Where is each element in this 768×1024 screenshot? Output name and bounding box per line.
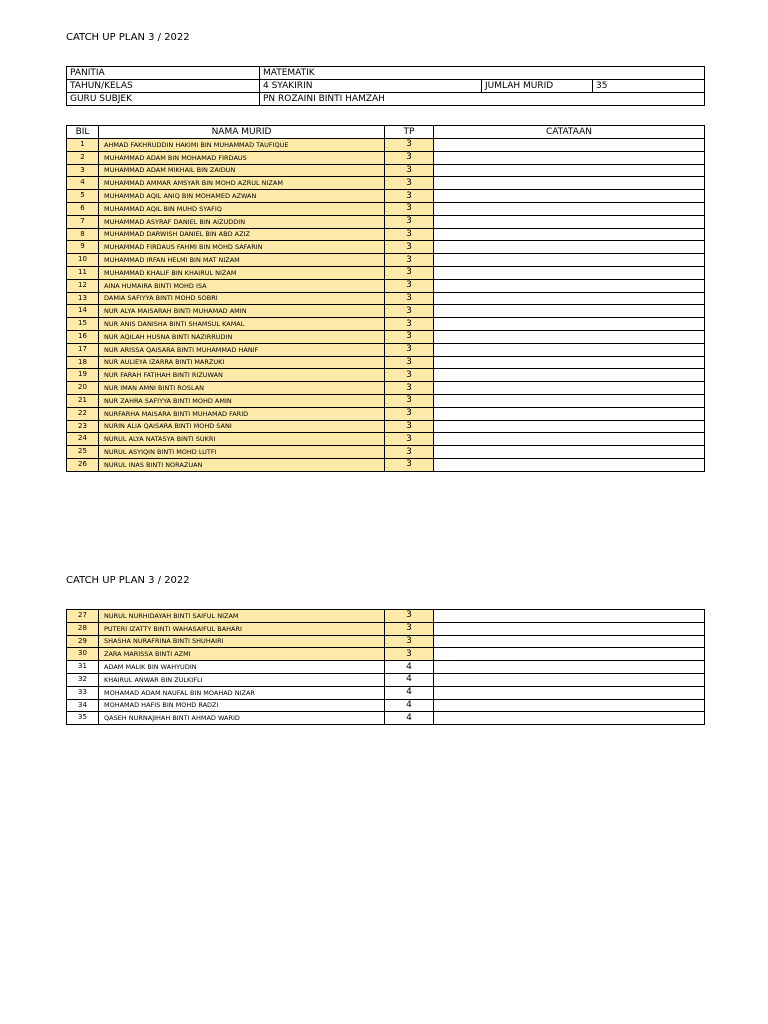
student-name: MUHAMMAD ADAM MIKHAIL BIN ZAIDUN bbox=[99, 164, 385, 177]
student-name: QASEH NURNAJIHAH BINTI AHMAD WARID bbox=[99, 712, 385, 725]
student-bil: 21 bbox=[67, 394, 99, 407]
table-row bbox=[67, 241, 705, 254]
student-bil: 3 bbox=[67, 164, 99, 177]
student-catatan bbox=[434, 712, 705, 725]
student-name: NUR AQILAH HUSNA BINTI NAZIRRUDIN bbox=[99, 330, 385, 343]
student-tp: 3 bbox=[385, 164, 434, 177]
header-tp: TP bbox=[385, 126, 434, 139]
student-bil: 35 bbox=[67, 712, 99, 725]
student-catatan bbox=[434, 382, 705, 395]
table-row bbox=[67, 686, 705, 699]
student-bil: 18 bbox=[67, 356, 99, 369]
student-name: NUR ZAHRA SAFIYYA BINTI MOHD AMIN bbox=[99, 394, 385, 407]
student-catatan bbox=[434, 648, 705, 661]
table-row bbox=[67, 202, 705, 215]
student-name: SHASHA NURAFRINA BINTI SHUHAIRI bbox=[99, 635, 385, 648]
student-catatan bbox=[434, 420, 705, 433]
student-tp: 3 bbox=[385, 190, 434, 203]
student-bil: 2 bbox=[67, 151, 99, 164]
student-name: MUHAMMAD ASYRAF DANIEL BIN AIZUDDIN bbox=[99, 215, 385, 228]
student-bil: 5 bbox=[67, 190, 99, 203]
student-tp: 4 bbox=[385, 712, 434, 725]
student-bil: 29 bbox=[67, 635, 99, 648]
student-tp: 3 bbox=[385, 356, 434, 369]
student-name: MOHAMAD ADAM NAUFAL BIN MOAHAD NIZAR bbox=[99, 686, 385, 699]
student-tp: 3 bbox=[385, 139, 434, 152]
student-tp: 3 bbox=[385, 254, 434, 267]
table-row bbox=[67, 356, 705, 369]
student-catatan bbox=[434, 292, 705, 305]
student-bil: 17 bbox=[67, 343, 99, 356]
table-row bbox=[67, 318, 705, 331]
student-tp: 3 bbox=[385, 241, 434, 254]
student-bil: 14 bbox=[67, 305, 99, 318]
info-table bbox=[66, 66, 705, 106]
student-tp: 3 bbox=[385, 446, 434, 459]
table-row bbox=[67, 382, 705, 395]
table-row bbox=[67, 394, 705, 407]
table-row bbox=[67, 369, 705, 382]
student-catatan bbox=[434, 305, 705, 318]
student-catatan bbox=[434, 279, 705, 292]
student-catatan bbox=[434, 446, 705, 459]
table-row bbox=[67, 673, 705, 686]
student-catatan bbox=[434, 394, 705, 407]
student-tp: 3 bbox=[385, 266, 434, 279]
student-catatan bbox=[434, 699, 705, 712]
student-tp: 3 bbox=[385, 458, 434, 471]
student-tp: 3 bbox=[385, 292, 434, 305]
student-catatan bbox=[434, 228, 705, 241]
student-table-body bbox=[67, 139, 705, 472]
table-row bbox=[67, 648, 705, 661]
student-bil: 28 bbox=[67, 622, 99, 635]
table-row bbox=[67, 177, 705, 190]
student-catatan bbox=[434, 254, 705, 267]
guru-value: PN ROZAINI BINTI HAMZAH bbox=[260, 93, 705, 106]
student-catatan bbox=[434, 369, 705, 382]
student-bil: 27 bbox=[67, 610, 99, 623]
student-tp: 3 bbox=[385, 279, 434, 292]
student-tp: 4 bbox=[385, 661, 434, 674]
page-title-continued: CATCH UP PLAN 3 / 2022 bbox=[66, 575, 190, 586]
student-bil: 32 bbox=[67, 673, 99, 686]
info-row-panitia bbox=[67, 67, 705, 80]
student-tp: 3 bbox=[385, 420, 434, 433]
student-name: NURUL NURHIDAYAH BINTI SAIFUL NIZAM bbox=[99, 610, 385, 623]
student-tp: 3 bbox=[385, 433, 434, 446]
table-row bbox=[67, 139, 705, 152]
student-table bbox=[66, 125, 705, 472]
student-name: NUR FARAH FATIHAH BINTI RIZUWAN bbox=[99, 369, 385, 382]
student-catatan bbox=[434, 139, 705, 152]
table-row bbox=[67, 699, 705, 712]
student-bil: 20 bbox=[67, 382, 99, 395]
panitia-value: MATEMATIK bbox=[260, 67, 705, 80]
student-tp: 3 bbox=[385, 318, 434, 331]
table-row bbox=[67, 305, 705, 318]
student-name: NUR IMAN AMNI BINTI ROSLAN bbox=[99, 382, 385, 395]
student-bil: 24 bbox=[67, 433, 99, 446]
student-name: PUTERI IZATTY BINTI WAHASAIFUL BAHARI bbox=[99, 622, 385, 635]
kelas-label: TAHUN/KELAS bbox=[67, 80, 260, 93]
guru-label: GURU SUBJEK bbox=[67, 93, 260, 106]
student-bil: 30 bbox=[67, 648, 99, 661]
student-tp: 3 bbox=[385, 215, 434, 228]
student-name: MUHAMMAD AMMAR AMSYAR BIN MOHD AZRUL NIZAM bbox=[99, 177, 385, 190]
table-row bbox=[67, 635, 705, 648]
student-name: NURUL ALYA NATASYA BINTI SUKRI bbox=[99, 433, 385, 446]
table-row bbox=[67, 407, 705, 420]
student-catatan bbox=[434, 151, 705, 164]
student-name: MUHAMMAD AQIL ANIQ BIN MOHAMED AZWAN bbox=[99, 190, 385, 203]
student-table-continued bbox=[66, 609, 705, 725]
table-row bbox=[67, 343, 705, 356]
student-tp: 3 bbox=[385, 382, 434, 395]
student-bil: 23 bbox=[67, 420, 99, 433]
student-bil: 34 bbox=[67, 699, 99, 712]
student-tp: 3 bbox=[385, 330, 434, 343]
header-catatan: CATATAAN bbox=[434, 126, 705, 139]
student-tp: 3 bbox=[385, 202, 434, 215]
student-catatan bbox=[434, 330, 705, 343]
table-row bbox=[67, 254, 705, 267]
table-row bbox=[67, 661, 705, 674]
student-catatan bbox=[434, 202, 705, 215]
student-name: NUR AULIEYA IZARRA BINTI MARZUKI bbox=[99, 356, 385, 369]
page-title: CATCH UP PLAN 3 / 2022 bbox=[66, 32, 190, 43]
student-name: KHAIRUL ANWAR BIN ZULKIFLI bbox=[99, 673, 385, 686]
table-row bbox=[67, 228, 705, 241]
student-catatan bbox=[434, 407, 705, 420]
student-table-body-continued bbox=[67, 610, 705, 725]
table-row bbox=[67, 164, 705, 177]
student-name: MUHAMMAD FIRDAUS FAHMI BIN MOHD SAFARIN bbox=[99, 241, 385, 254]
student-name: NURUL INAS BINTI NORAZUAN bbox=[99, 458, 385, 471]
table-row bbox=[67, 712, 705, 725]
student-catatan bbox=[434, 458, 705, 471]
student-name: AHMAD FAKHRUDDIN HAKIMI BIN MUHAMMAD TAUFIQUE bbox=[99, 139, 385, 152]
student-name: AINA HUMAIRA BINTI MOHD ISA bbox=[99, 279, 385, 292]
student-bil: 15 bbox=[67, 318, 99, 331]
student-catatan bbox=[434, 215, 705, 228]
student-name: NUR ANIS DANISHA BINTI SHAMSUL KAMAL bbox=[99, 318, 385, 331]
info-row-guru bbox=[67, 93, 705, 106]
student-name: MUHAMMAD AQIL BIN MUHD SYAFIQ bbox=[99, 202, 385, 215]
student-catatan bbox=[434, 635, 705, 648]
table-row bbox=[67, 622, 705, 635]
student-catatan bbox=[434, 318, 705, 331]
student-catatan bbox=[434, 164, 705, 177]
table-row bbox=[67, 610, 705, 623]
student-tp: 3 bbox=[385, 305, 434, 318]
student-tp: 3 bbox=[385, 177, 434, 190]
student-bil: 9 bbox=[67, 241, 99, 254]
student-name: MUHAMMAD ADAM BIN MOHAMAD FIRDAUS bbox=[99, 151, 385, 164]
student-name: MUHAMMAD IRFAN HELMI BIN MAT NIZAM bbox=[99, 254, 385, 267]
table-row bbox=[67, 215, 705, 228]
student-bil: 19 bbox=[67, 369, 99, 382]
student-bil: 16 bbox=[67, 330, 99, 343]
student-name: ZARA MARISSA BINTI AZMI bbox=[99, 648, 385, 661]
student-bil: 7 bbox=[67, 215, 99, 228]
student-bil: 6 bbox=[67, 202, 99, 215]
kelas-value: 4 SYAKIRIN bbox=[260, 80, 482, 93]
panitia-label: PANITIA bbox=[67, 67, 260, 80]
student-tp: 4 bbox=[385, 686, 434, 699]
student-tp: 3 bbox=[385, 151, 434, 164]
student-name: NURUL ASYIQIN BINTI MOHD LUTFI bbox=[99, 446, 385, 459]
student-bil: 4 bbox=[67, 177, 99, 190]
student-name: MUHAMMAD KHALIF BIN KHAIRUL NIZAM bbox=[99, 266, 385, 279]
student-tp: 3 bbox=[385, 394, 434, 407]
student-tp: 3 bbox=[385, 648, 434, 661]
student-bil: 25 bbox=[67, 446, 99, 459]
student-name: NUR ALYA MAISARAH BINTI MUHAMAD AMIN bbox=[99, 305, 385, 318]
student-bil: 1 bbox=[67, 139, 99, 152]
student-tp: 4 bbox=[385, 673, 434, 686]
jumlah-value: 35 bbox=[593, 80, 705, 93]
student-bil: 10 bbox=[67, 254, 99, 267]
student-tp: 3 bbox=[385, 610, 434, 623]
student-catatan bbox=[434, 343, 705, 356]
table-row bbox=[67, 292, 705, 305]
student-tp: 3 bbox=[385, 622, 434, 635]
table-row bbox=[67, 420, 705, 433]
student-catatan bbox=[434, 433, 705, 446]
student-name: MUHAMMAD DARWISH DANIEL BIN ABD AZIZ bbox=[99, 228, 385, 241]
info-row-kelas bbox=[67, 80, 705, 93]
student-catatan bbox=[434, 356, 705, 369]
student-catatan bbox=[434, 661, 705, 674]
student-catatan bbox=[434, 241, 705, 254]
student-catatan bbox=[434, 610, 705, 623]
header-bil: BIL bbox=[67, 126, 99, 139]
student-tp: 3 bbox=[385, 369, 434, 382]
student-bil: 8 bbox=[67, 228, 99, 241]
student-tp: 3 bbox=[385, 343, 434, 356]
student-catatan bbox=[434, 190, 705, 203]
student-name: NUR ARISSA QAISARA BINTI MUHAMMAD HANIF bbox=[99, 343, 385, 356]
student-tp: 3 bbox=[385, 407, 434, 420]
table-row bbox=[67, 446, 705, 459]
table-row bbox=[67, 151, 705, 164]
student-tp: 4 bbox=[385, 699, 434, 712]
student-name: MOHAMAD HAFIS BIN MOHD RADZI bbox=[99, 699, 385, 712]
student-bil: 11 bbox=[67, 266, 99, 279]
student-tp: 3 bbox=[385, 228, 434, 241]
student-catatan bbox=[434, 622, 705, 635]
student-bil: 13 bbox=[67, 292, 99, 305]
student-bil: 33 bbox=[67, 686, 99, 699]
header-nama: NAMA MURID bbox=[99, 126, 385, 139]
student-catatan bbox=[434, 266, 705, 279]
student-name: NURFARHA MAISARA BINTI MUHAMAD FARID bbox=[99, 407, 385, 420]
student-catatan bbox=[434, 177, 705, 190]
student-bil: 26 bbox=[67, 458, 99, 471]
jumlah-label: JUMLAH MURID bbox=[482, 80, 593, 93]
student-name: ADAM MALIK BIN WAHYUDIN bbox=[99, 661, 385, 674]
table-row bbox=[67, 190, 705, 203]
student-name: DAMIA SAFIYYA BINTI MOHD SOBRI bbox=[99, 292, 385, 305]
student-bil: 22 bbox=[67, 407, 99, 420]
student-bil: 31 bbox=[67, 661, 99, 674]
student-catatan bbox=[434, 673, 705, 686]
student-name: NURIN ALIA QAISARA BINTI MOHD SANI bbox=[99, 420, 385, 433]
table-row bbox=[67, 279, 705, 292]
student-bil: 12 bbox=[67, 279, 99, 292]
table-row bbox=[67, 330, 705, 343]
table-row bbox=[67, 266, 705, 279]
table-row bbox=[67, 458, 705, 471]
table-header-row bbox=[67, 126, 705, 139]
table-row bbox=[67, 433, 705, 446]
student-catatan bbox=[434, 686, 705, 699]
student-tp: 3 bbox=[385, 635, 434, 648]
